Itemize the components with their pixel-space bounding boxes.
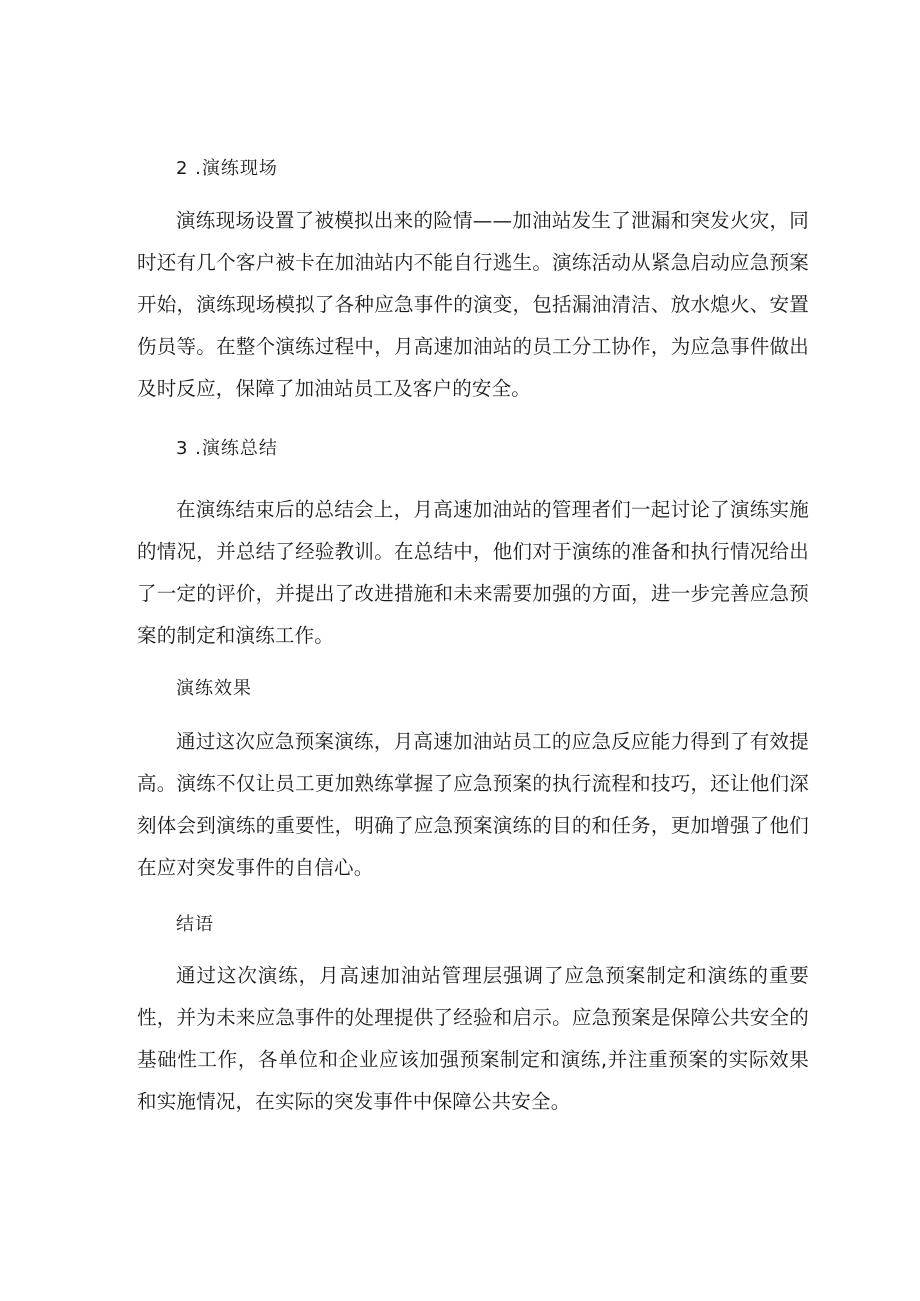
section-paragraph-drill-effect: 通过这次应急预案演练，月高速加油站员工的应急反应能力得到了有效提高。演练不仅让员工更加熟练掌握了应急预案的执行流程和技巧，还让他们深刻体会到演练的重要性，明确了应急预案演练的目的和任务，更加增强了他们在应对突发事件的自信心。 — [137, 730, 809, 879]
section-heading-drill-effect: 演练效果 — [176, 678, 252, 699]
section-heading-drill-summary: 3 .演练总结 — [176, 438, 278, 459]
section-heading-conclusion: 结语 — [176, 914, 214, 935]
section-paragraph-conclusion: 通过这次演练，月高速加油站管理层强调了应急预案制定和演练的重要性，并为未来应急事件的处理提供了经验和启示。应急预案是保障公共安全的基础性工作，各单位和企业应该加强预案制定和演练,并注重预案的实际效果和实施情况，在实际的突发事件中保障公共安全。 — [137, 964, 809, 1113]
section-paragraph-drill-summary: 在演练结束后的总结会上，月高速加油站的管理者们一起讨论了演练实施的情况，并总结了经验教训。在总结中，他们对于演练的准备和执行情况给出了一定的评价，并提出了改进措施和未来需要加强的方面，进一步完善应急预案的制定和演练工作。 — [137, 498, 809, 647]
section-paragraph-drill-site: 演练现场设置了被模拟出来的险情——加油站发生了泄漏和突发火灾，同时还有几个客户被卡在加油站内不能自行逃生。演练活动从紧急启动应急预案开始，演练现场模拟了各种应急事件的演变，包括漏油清洁、放水熄火、安置伤员等。在整个演练过程中，月高速加油站的员工分工协作，为应急事件做出及时反应，保障了加油站员工及客户的安全。 — [137, 209, 809, 400]
section-heading-drill-site: 2 .演练现场 — [176, 158, 278, 179]
